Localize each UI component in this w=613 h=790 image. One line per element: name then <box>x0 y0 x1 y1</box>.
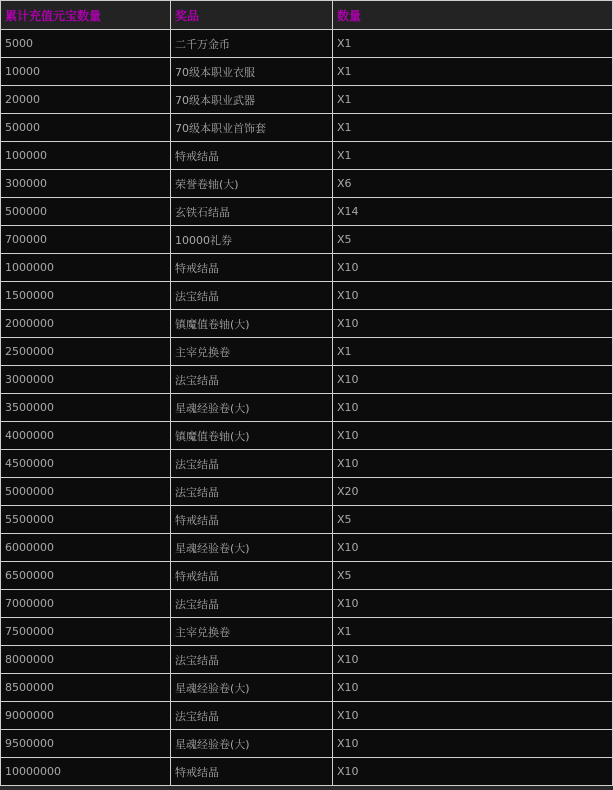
cell-prize: 法宝结晶 <box>171 282 333 310</box>
table-row <box>1 310 613 338</box>
table-row <box>1 506 613 534</box>
table-row <box>1 590 613 618</box>
cell-recharge-amount: 20000 <box>1 86 171 114</box>
cell-prize: 星魂经验卷(大) <box>171 730 333 758</box>
table-row <box>1 198 613 226</box>
table-row <box>1 422 613 450</box>
table-body <box>1 30 613 786</box>
cell-quantity: X10 <box>333 450 613 478</box>
cell-quantity: X6 <box>333 170 613 198</box>
cell-quantity: X10 <box>333 254 613 282</box>
header-recharge-amount: 累计充值元宝数量 <box>1 1 171 30</box>
cell-quantity: X1 <box>333 618 613 646</box>
cell-quantity: X5 <box>333 562 613 590</box>
table-row <box>1 58 613 86</box>
table-row <box>1 562 613 590</box>
cell-recharge-amount: 50000 <box>1 114 171 142</box>
cell-quantity: X10 <box>333 310 613 338</box>
cell-recharge-amount: 7000000 <box>1 590 171 618</box>
cell-prize: 镇魔值卷轴(大) <box>171 422 333 450</box>
cell-recharge-amount: 9000000 <box>1 702 171 730</box>
cell-prize: 70级本职业武器 <box>171 86 333 114</box>
cell-prize: 法宝结晶 <box>171 702 333 730</box>
cell-recharge-amount: 6500000 <box>1 562 171 590</box>
cell-quantity: X10 <box>333 394 613 422</box>
cell-recharge-amount: 8000000 <box>1 646 171 674</box>
table-row <box>1 338 613 366</box>
cell-prize: 二千万金币 <box>171 30 333 58</box>
cell-prize: 玄铁石结晶 <box>171 198 333 226</box>
cell-recharge-amount: 9500000 <box>1 730 171 758</box>
cell-recharge-amount: 8500000 <box>1 674 171 702</box>
table-row <box>1 30 613 58</box>
cell-prize: 主宰兑换卷 <box>171 338 333 366</box>
table-row <box>1 534 613 562</box>
cell-prize: 法宝结晶 <box>171 590 333 618</box>
cell-quantity: X1 <box>333 114 613 142</box>
cell-recharge-amount: 700000 <box>1 226 171 254</box>
cell-recharge-amount: 5000000 <box>1 478 171 506</box>
header-prize: 奖品 <box>171 1 333 30</box>
table-row <box>1 730 613 758</box>
cell-recharge-amount: 500000 <box>1 198 171 226</box>
cell-recharge-amount: 300000 <box>1 170 171 198</box>
cell-prize: 特戒结晶 <box>171 562 333 590</box>
cell-recharge-amount: 3000000 <box>1 366 171 394</box>
cell-quantity: X1 <box>333 142 613 170</box>
cell-recharge-amount: 4000000 <box>1 422 171 450</box>
cell-prize: 星魂经验卷(大) <box>171 534 333 562</box>
table-row <box>1 254 613 282</box>
cell-quantity: X10 <box>333 730 613 758</box>
cell-recharge-amount: 10000 <box>1 58 171 86</box>
cell-prize: 法宝结晶 <box>171 646 333 674</box>
table-row <box>1 226 613 254</box>
cell-quantity: X1 <box>333 86 613 114</box>
cell-prize: 70级本职业首饰套 <box>171 114 333 142</box>
table-row <box>1 478 613 506</box>
cell-quantity: X10 <box>333 422 613 450</box>
cell-recharge-amount: 1000000 <box>1 254 171 282</box>
header-quantity: 数量 <box>333 1 613 30</box>
cell-quantity: X10 <box>333 674 613 702</box>
cell-quantity: X10 <box>333 366 613 394</box>
table-row <box>1 646 613 674</box>
cell-prize: 70级本职业衣服 <box>171 58 333 86</box>
cell-prize: 特戒结晶 <box>171 254 333 282</box>
table-row <box>1 394 613 422</box>
cell-recharge-amount: 2000000 <box>1 310 171 338</box>
cell-prize: 法宝结晶 <box>171 478 333 506</box>
table-row <box>1 170 613 198</box>
cell-prize: 10000礼券 <box>171 226 333 254</box>
cell-quantity: X1 <box>333 338 613 366</box>
cell-recharge-amount: 6000000 <box>1 534 171 562</box>
table-row <box>1 366 613 394</box>
cell-prize: 星魂经验卷(大) <box>171 674 333 702</box>
cell-recharge-amount: 5000 <box>1 30 171 58</box>
cell-recharge-amount: 100000 <box>1 142 171 170</box>
cell-quantity: X1 <box>333 30 613 58</box>
cell-quantity: X10 <box>333 282 613 310</box>
cell-prize: 特戒结晶 <box>171 506 333 534</box>
cell-prize: 特戒结晶 <box>171 758 333 786</box>
table-row <box>1 702 613 730</box>
table-row <box>1 142 613 170</box>
table-row <box>1 618 613 646</box>
cell-prize: 法宝结晶 <box>171 450 333 478</box>
cell-prize: 特戒结晶 <box>171 142 333 170</box>
cell-prize: 法宝结晶 <box>171 366 333 394</box>
cell-recharge-amount: 3500000 <box>1 394 171 422</box>
cell-recharge-amount: 4500000 <box>1 450 171 478</box>
cell-recharge-amount: 1500000 <box>1 282 171 310</box>
cell-quantity: X10 <box>333 758 613 786</box>
cell-recharge-amount: 5500000 <box>1 506 171 534</box>
cell-quantity: X10 <box>333 534 613 562</box>
cell-prize: 星魂经验卷(大) <box>171 394 333 422</box>
cell-recharge-amount: 10000000 <box>1 758 171 786</box>
cell-quantity: X10 <box>333 646 613 674</box>
cell-quantity: X10 <box>333 590 613 618</box>
cell-prize: 主宰兑换卷 <box>171 618 333 646</box>
cell-quantity: X5 <box>333 506 613 534</box>
table-row <box>1 450 613 478</box>
cell-prize: 荣誉卷轴(大) <box>171 170 333 198</box>
cell-quantity: X5 <box>333 226 613 254</box>
cell-quantity: X1 <box>333 58 613 86</box>
cell-recharge-amount: 2500000 <box>1 338 171 366</box>
cell-quantity: X10 <box>333 702 613 730</box>
table-row <box>1 282 613 310</box>
table-row <box>1 86 613 114</box>
cell-quantity: X20 <box>333 478 613 506</box>
table-row <box>1 114 613 142</box>
table-row <box>1 674 613 702</box>
header-row <box>1 1 613 30</box>
table-row <box>1 758 613 786</box>
table-header <box>1 1 613 30</box>
cell-recharge-amount: 7500000 <box>1 618 171 646</box>
cell-prize: 镇魔值卷轴(大) <box>171 310 333 338</box>
cell-quantity: X14 <box>333 198 613 226</box>
